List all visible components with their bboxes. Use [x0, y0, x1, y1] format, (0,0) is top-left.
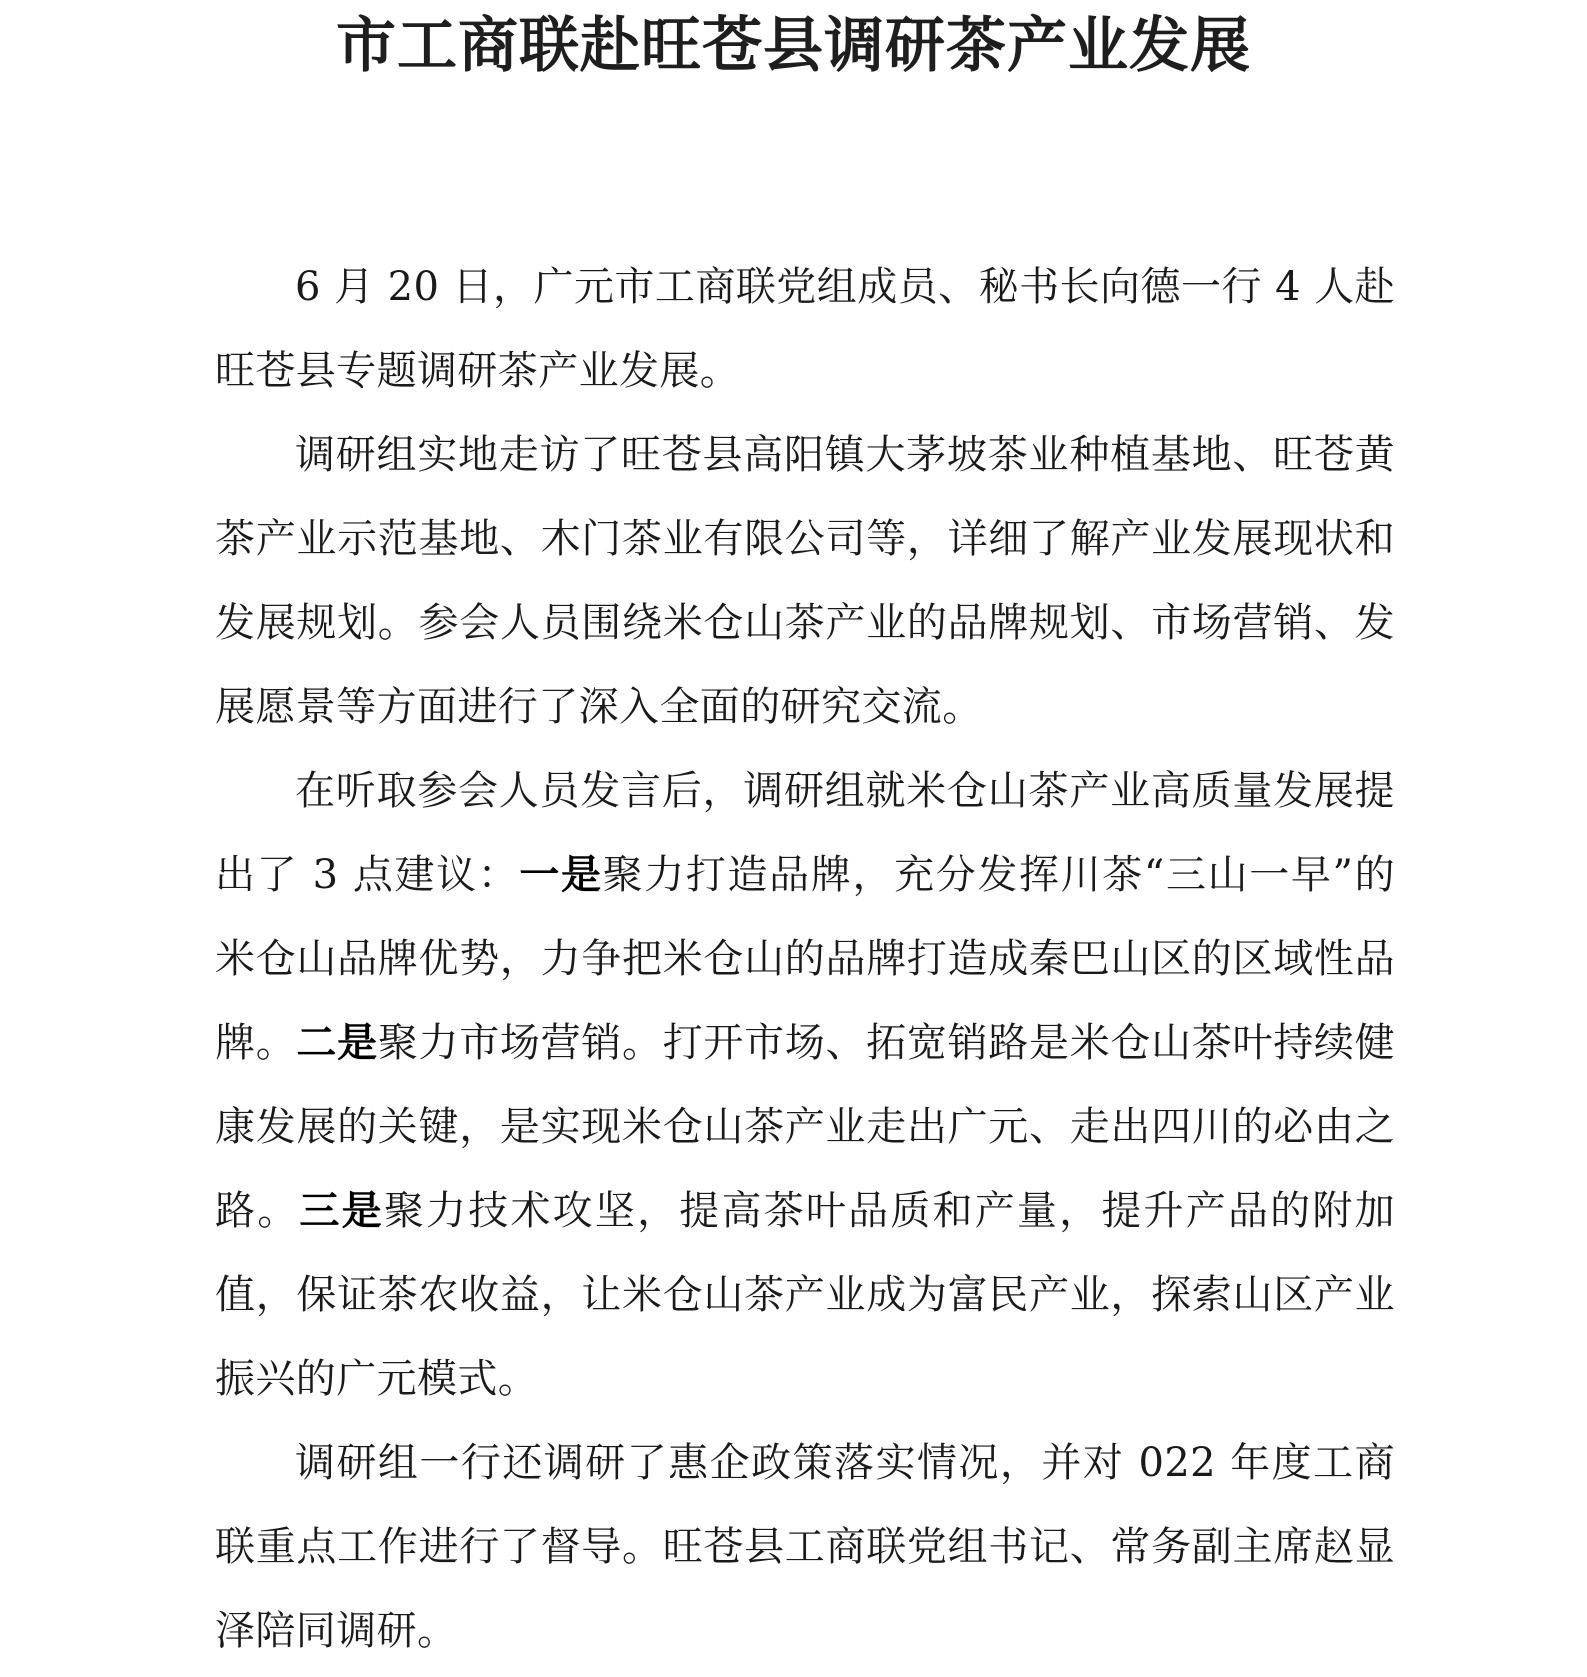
paragraph-1: 6 月 20 日，广元市工商联党组成员、秘书长向德一行 4 人赴旺苍县专题调研茶产业发展。: [215, 264, 1395, 394]
suggestion-3-label: 三是: [299, 1187, 384, 1234]
suggestion-2-label: 二是: [296, 1019, 378, 1066]
document-title: 市工商联赴旺苍县调研茶产业发展: [336, 11, 1251, 81]
suggestion-3-text: 聚力技术攻坚，提高茶叶品质和产量，提升产品的附加值，保证茶农收益，让米仓山茶产业成为富民产业，探索山区产业振兴的广元模式。: [215, 1188, 1395, 1402]
article-body: [215, 245, 1395, 1673]
paragraph-4: 调研组一行还调研了惠企政策落实情况，并对 022 年度工商联重点工作进行了督导。旺苍县工商联党组书记、常务副主席赵显泽陪同调研。: [215, 1440, 1395, 1654]
paragraph-2: 调研组实地走访了旺苍县高阳镇大茅坡茶业种植基地、旺苍黄茶产业示范基地、木门茶业有限公司等，详细了解产业发展现状和发展规划。参会人员围绕米仓山茶产业的品牌规划、市场营销、发展愿景等方面进行了深入全面的研究交流。: [215, 432, 1395, 730]
paragraph-3: [215, 749, 1395, 1421]
suggestion-1-text: 聚力打造品牌，充分发挥川茶“三山一早”的米仓山品牌优势，力争把米仓山的品牌打造成秦巴山区的区域性品牌。: [215, 852, 1395, 1066]
suggestion-1-label: 一是: [519, 851, 603, 898]
paragraph-3-intro: 在听取参会人员发言后，调研组就米仓山茶产业高质量发展提出了 3 点建议：: [215, 768, 1395, 898]
suggestion-2-text: 聚力市场营销。打开市场、拓宽销路是米仓山茶叶持续健康发展的关键，是实现米仓山茶产业走出广元、走出四川的必由之路。: [215, 1020, 1395, 1234]
